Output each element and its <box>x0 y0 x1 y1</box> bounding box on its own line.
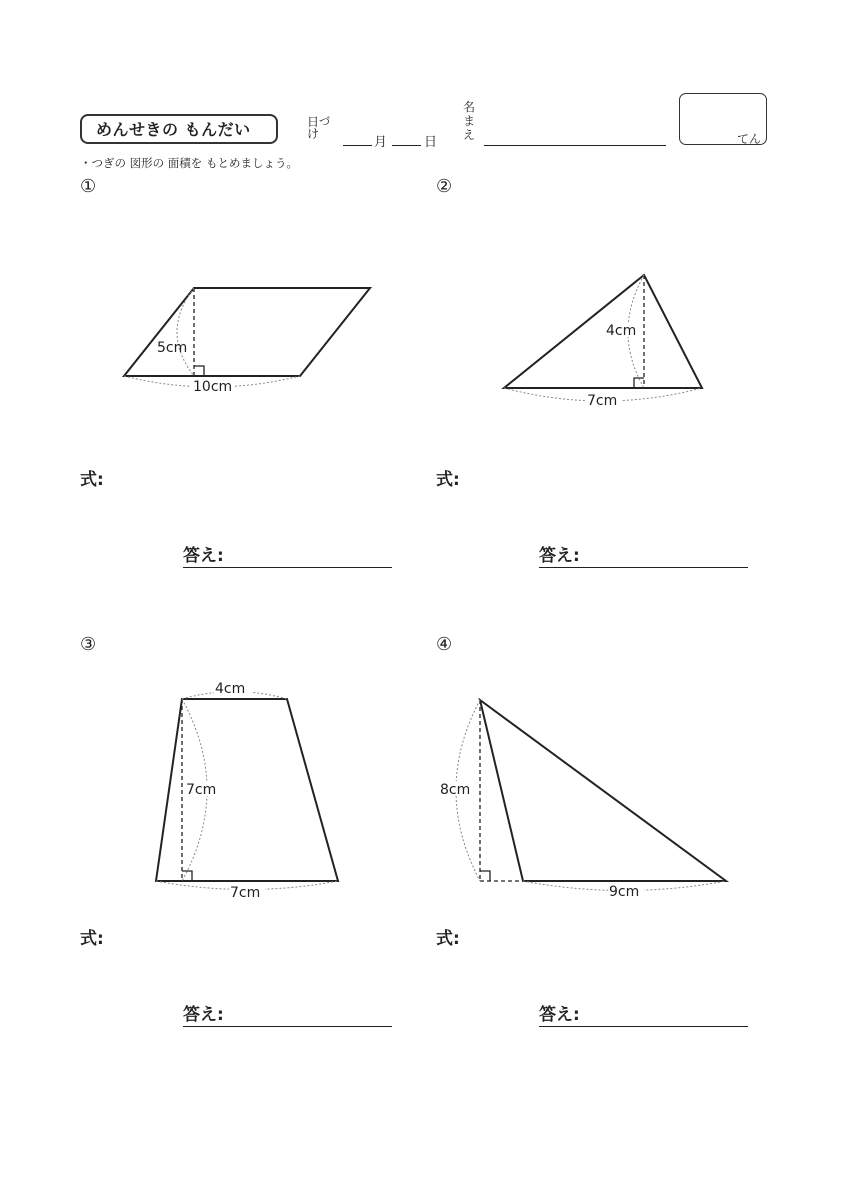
problem-2-answer-label: 答え: <box>539 546 580 566</box>
date-label: 日 づ け <box>307 115 331 141</box>
triangle-1-height-label: 4cm <box>606 323 637 339</box>
instruction-text: ・つぎの 図形の 面積を もとめましょう。 <box>80 156 298 170</box>
problem-1-number: ① <box>80 176 97 197</box>
problem-2-answer-field[interactable] <box>539 567 748 568</box>
problem-4-answer-label: 答え: <box>539 1005 580 1025</box>
triangle-2-height-label: 8cm <box>440 782 471 798</box>
problem-2-number: ② <box>436 176 453 197</box>
trapezoid-height-label: 7cm <box>186 782 217 798</box>
triangle-figure-2 <box>456 700 726 891</box>
triangle-figure-1 <box>504 275 702 401</box>
problem-3-number: ③ <box>80 634 97 655</box>
problem-4-formula-label: 式: <box>436 929 460 949</box>
parallelogram-height-label: 5cm <box>157 340 188 356</box>
trapezoid-top-label: 4cm <box>215 681 246 697</box>
trapezoid-bottom-label: 7cm <box>230 885 261 901</box>
day-label: 日 <box>424 135 438 150</box>
problem-1-formula-label: 式: <box>80 470 104 490</box>
problem-1-answer-field[interactable] <box>183 567 392 568</box>
trapezoid-figure <box>156 692 338 890</box>
month-label: 月 <box>374 135 388 150</box>
parallelogram-base-label: 10cm <box>193 379 233 395</box>
problem-4-number: ④ <box>436 634 453 655</box>
triangle-2-base-label: 9cm <box>609 884 640 900</box>
problem-4-answer-field[interactable] <box>539 1026 748 1027</box>
triangle-1-base-label: 7cm <box>587 393 618 409</box>
problem-3-answer-field[interactable] <box>183 1026 392 1027</box>
problem-1-answer-label: 答え: <box>183 546 224 566</box>
problem-3-answer-label: 答え: <box>183 1005 224 1025</box>
parallelogram-figure <box>124 288 370 387</box>
worksheet-title: めんせきの もんだい <box>80 114 278 144</box>
name-label: 名 ま え <box>462 100 475 142</box>
score-unit: てん <box>737 132 762 146</box>
problem-2-formula-label: 式: <box>436 470 460 490</box>
problem-3-formula-label: 式: <box>80 929 104 949</box>
